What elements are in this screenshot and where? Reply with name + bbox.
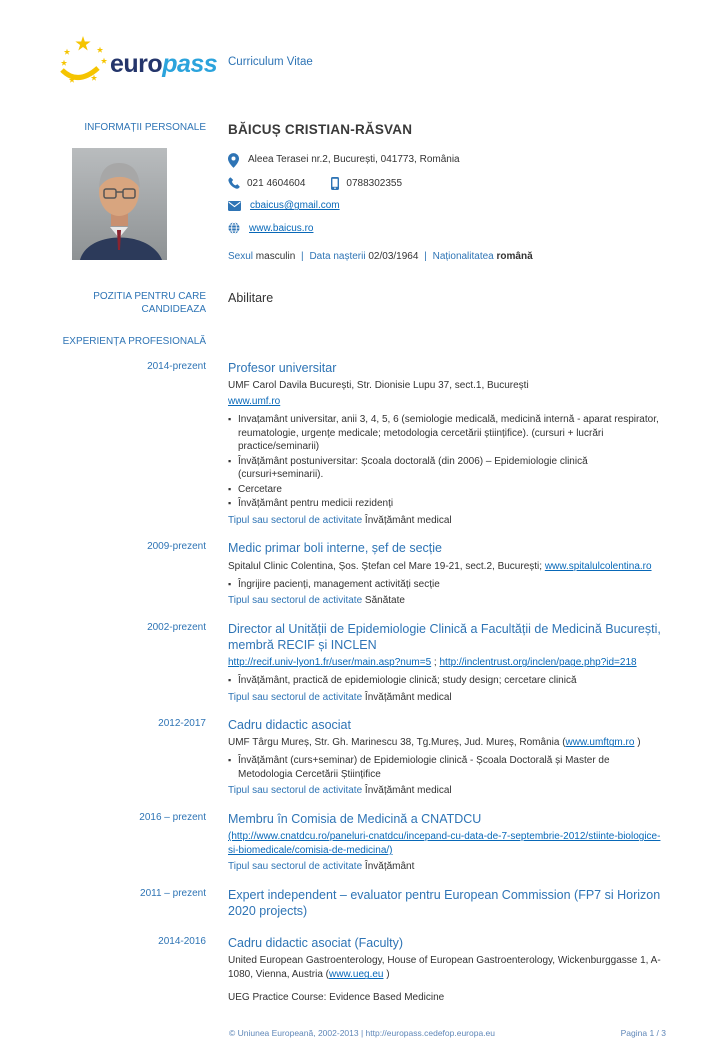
email-line <box>228 199 666 213</box>
phone-number: 021 4604604 <box>247 177 306 189</box>
entry-period: 2014-2016 <box>158 936 206 948</box>
entry-organization <box>228 954 666 982</box>
org-text: United European Gastroenterology, House of European Gastroenterology, Wickenburggasse 1, A-1080, Vienna, Austria ( <box>228 955 661 981</box>
entry-link[interactable]: (http://www.cnatdcu.ro/paneluri-cnatdcu/incepand-cu-data-de-7-septembrie-2012/stiinte-biologice-si-biomedicale/comisia-de-medicina/) <box>228 831 661 857</box>
website-link[interactable]: www.baicus.ro <box>249 222 314 234</box>
entry-organization <box>228 736 666 750</box>
experience-entry <box>58 717 666 798</box>
entry-title: Expert independent – evaluator pentru European Commission (FP7 si Horizon 2020 projects) <box>228 887 661 918</box>
bullet-item: ▪ Invațamânt universitar, anii 3, 4, 5, 6 (semiologie medicală, medicină internă - aparat respirator, reumatologie, urgențe medicale; metodologia cercetării științifice). (cursuri + lucrări practice/seminarii) <box>228 413 666 454</box>
org-text: Spitalul Clinic Colentina, Șos. Ștefan cel Mare 19-21, sect.2, București; <box>228 560 545 572</box>
experience-label: EXPERIENȚA PROFESIONALĂ <box>62 335 206 347</box>
entry-bullets <box>228 578 666 592</box>
sector-label: Tipul sau sectorul de activitate <box>228 861 363 873</box>
org-text: UMF Târgu Mureș, Str. Gh. Marinescu 38, Tg.Mureș, Jud. Mureș, România ( <box>228 737 566 749</box>
entry-bullets <box>228 754 666 781</box>
bullet-item: ▪ Învățământ, practică de epidemiologie clinică; study design; cercetare clinică <box>228 674 666 688</box>
entry-period: 2002-prezent <box>147 621 206 633</box>
mobile-group <box>331 177 402 191</box>
entry-title: Membru în Comisia de Medicină a CNATDCU <box>228 811 482 826</box>
logo-text-euro: euro <box>110 50 163 78</box>
links-separator: ; <box>431 657 440 669</box>
entry-organization <box>228 560 666 574</box>
profile-photo <box>72 148 167 260</box>
europass-logo <box>58 34 228 93</box>
personal-info-section <box>58 121 666 264</box>
sex-value: masculin <box>255 251 296 263</box>
personal-info-content <box>228 121 666 264</box>
sector-value: Învățământ medical <box>364 785 452 797</box>
sector-label: Tipul sau sectorul de activitate <box>228 595 363 607</box>
bullet-item: ▪ Învățământ (curs+seminar) de Epidemiologie clinică - Școala Doctorală și Master de Metodologia Cercetării Științifice <box>228 754 666 781</box>
bullet-item: ▪ Învățământ pentru medicii rezidenți <box>228 497 666 511</box>
phone-icon <box>228 177 240 189</box>
address-line <box>228 153 666 168</box>
entry-title: Cadru didactic asociat <box>228 718 351 733</box>
birth-value: 02/03/1964 <box>368 251 419 263</box>
entry-title: Cadru didactic asociat (Faculty) <box>228 936 404 951</box>
entry-period: 2014-prezent <box>147 361 206 373</box>
sector-value: Învățământ medical <box>364 691 452 703</box>
entry-note: UEG Practice Course: Evidence Based Medicine <box>228 992 445 1004</box>
phones-line <box>228 177 666 191</box>
document-type-title: Curriculum Vitae <box>228 56 313 69</box>
sector-line <box>228 860 666 874</box>
page-header <box>58 34 666 93</box>
sector-value: Învățământ <box>364 861 415 873</box>
nationality-value: română <box>496 251 533 263</box>
sex-birth-nationality-line <box>228 250 666 264</box>
separator: | <box>424 251 427 263</box>
mobile-phone-icon <box>331 177 339 190</box>
entry-period: 2009-prezent <box>147 541 206 553</box>
mobile-number: 0788302355 <box>346 177 403 189</box>
entry-title: Medic primar boli interne, șef de secție <box>228 541 442 556</box>
experience-entry <box>58 935 666 1005</box>
page-number: Pagina 1 / 3 <box>620 1027 666 1038</box>
entry-links-line <box>228 830 666 858</box>
sector-value: Învățământ medical <box>364 514 452 526</box>
sector-value: Sănătate <box>364 595 405 607</box>
sector-line <box>228 784 666 798</box>
location-icon <box>228 153 239 168</box>
entry-bullets <box>228 674 666 688</box>
entry-title: Profesor universitar <box>228 361 337 376</box>
entry-link[interactable]: http://inclentrust.org/inclen/page.php?id=218 <box>439 657 637 669</box>
entry-period: 2011 – prezent <box>140 887 206 899</box>
bullet-item: ▪ Cercetare <box>228 483 666 497</box>
experience-entry <box>58 887 666 923</box>
entry-link[interactable]: http://recif.univ-lyon1.fr/user/main.asp?num=5 <box>228 657 432 669</box>
person-name: BĂICUȘ CRISTIAN-RĂSVAN <box>228 121 413 137</box>
position-section <box>58 290 666 317</box>
org-text-suffix: ) <box>634 737 641 749</box>
bullet-item: ▪ Îngrijire pacienți, management activități secție <box>228 578 666 592</box>
sex-label: Sexul <box>228 251 254 263</box>
sector-line <box>228 594 666 608</box>
website-line <box>228 222 666 236</box>
entry-link[interactable]: www.spitalulcolentina.ro <box>544 560 652 572</box>
experience-section-header <box>58 335 666 349</box>
sector-label: Tipul sau sectorul de activitate <box>228 514 363 526</box>
page-footer <box>58 1018 666 1039</box>
sector-label: Tipul sau sectorul de activitate <box>228 785 363 797</box>
entry-bullets <box>228 413 666 511</box>
entry-link[interactable]: www.umf.ro <box>228 396 281 408</box>
entry-link[interactable]: www.umftgm.ro <box>565 737 635 749</box>
entry-period: 2012-2017 <box>158 718 206 730</box>
personal-info-left <box>58 121 206 261</box>
experience-entry <box>58 621 666 705</box>
entry-title: Director al Unității de Epidemiologie Clinică a Facultății de Medicină București, membră RECIF și INCLEN <box>228 621 661 652</box>
svg-text:europass <box>110 50 218 78</box>
sector-label: Tipul sau sectorul de activitate <box>228 691 363 703</box>
email-link[interactable]: cbaicus@gmail.com <box>250 200 340 212</box>
email-icon <box>228 201 241 211</box>
org-text-suffix: ) <box>383 969 390 981</box>
address-text: Aleea Terasei nr.2, București, 041773, România <box>248 154 460 166</box>
separator: | <box>301 251 304 263</box>
birth-label: Data nașterii <box>309 251 366 263</box>
entry-organization: UMF Carol Davila București, Str. Dionisie Lupu 37, sect.1, București <box>228 380 529 392</box>
phone-group <box>228 177 305 191</box>
entry-period: 2016 – prezent <box>139 811 206 823</box>
logo-stars <box>61 36 107 83</box>
experience-entry <box>58 540 666 607</box>
personal-info-label: INFORMAȚII PERSONALE <box>84 121 206 133</box>
sector-line <box>228 691 666 705</box>
europass-logo-graphic <box>58 34 226 88</box>
bullet-item: ▪ Învățământ postuniversitar: Școala doctorală (din 2006) – Epidemiologie clinică (cursuri+seminarii). <box>228 455 666 482</box>
footer-copyright: © Uniunea Europeană, 2002-2013 | http://europass.cedefop.europa.eu <box>228 1027 496 1038</box>
nationality-label: Naționalitatea <box>432 251 494 263</box>
position-label: POZITIA PENTRU CARE CANDIDEAZA <box>93 290 206 316</box>
experience-entry <box>58 360 666 527</box>
entry-links-line <box>228 656 666 670</box>
experience-entry <box>58 811 666 874</box>
position-value: Abilitare <box>228 290 274 305</box>
globe-icon <box>228 222 240 234</box>
sector-line <box>228 514 666 528</box>
entry-link[interactable]: www.ueg.eu <box>329 969 384 981</box>
logo-text-pass: pass <box>162 50 218 78</box>
